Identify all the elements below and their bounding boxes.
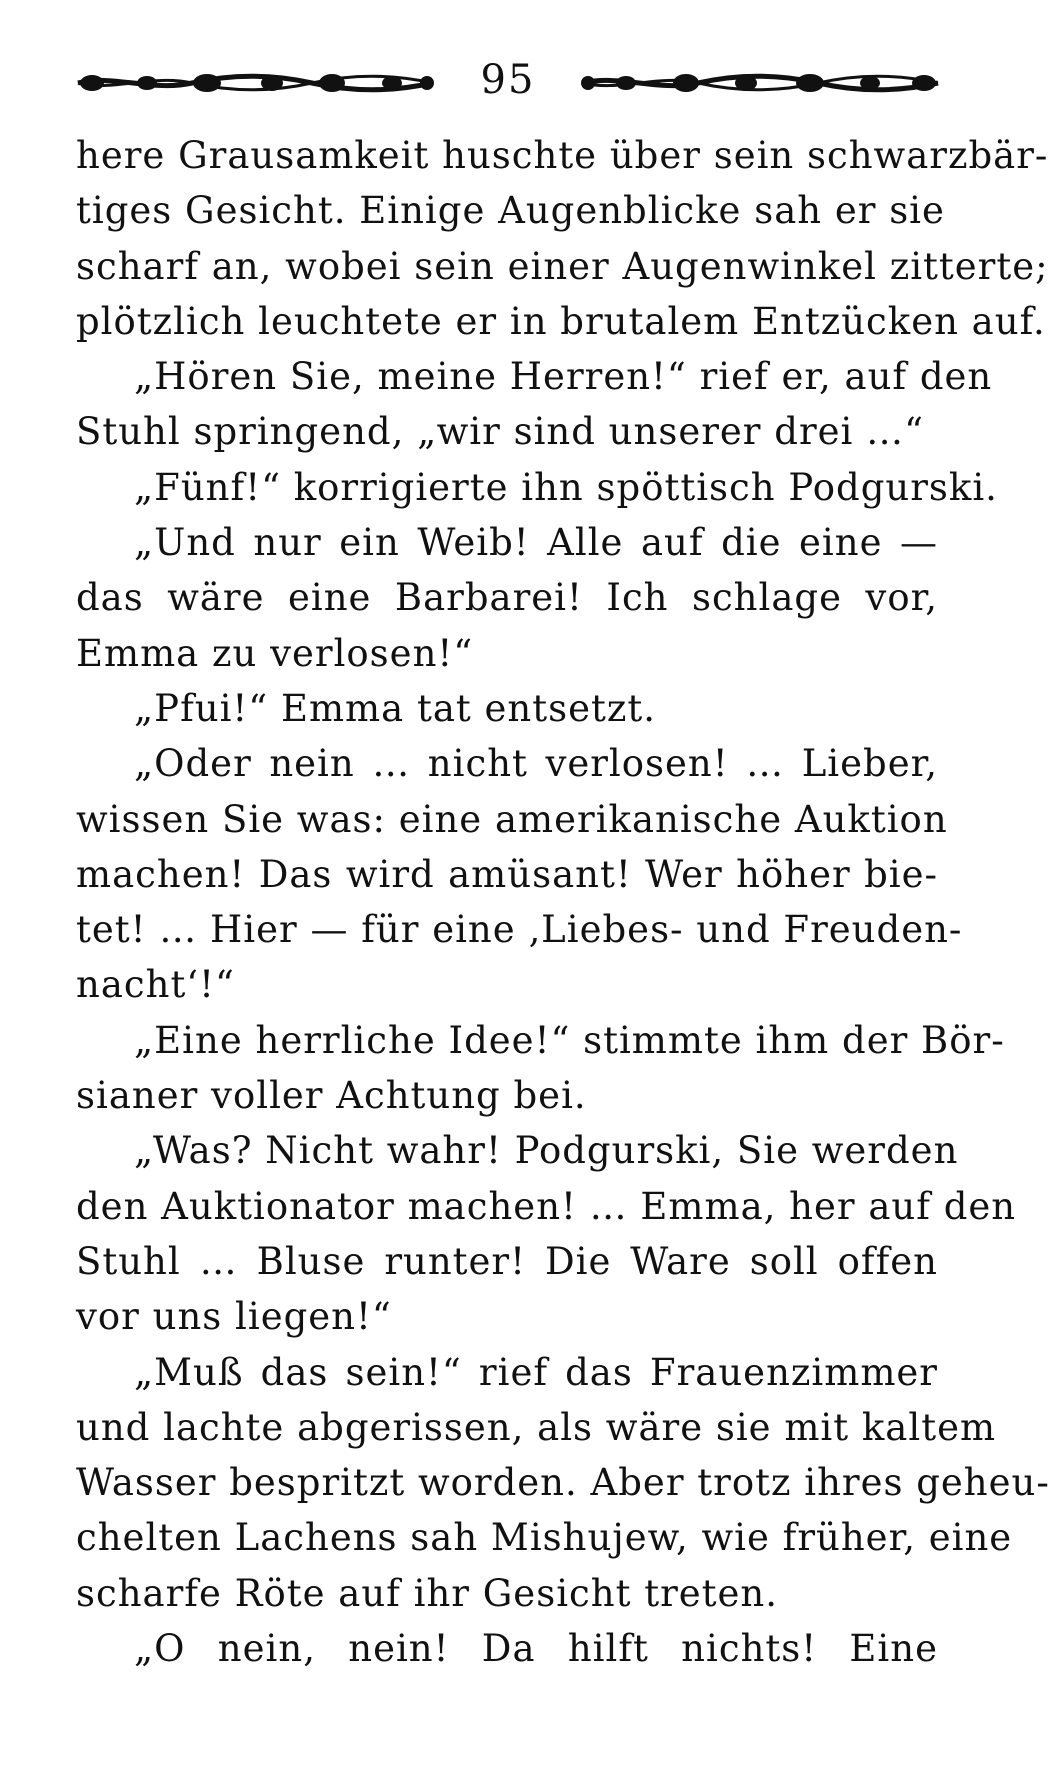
text-line: „Eine herrliche Idee!“ stimmte ihm der Bör- (134, 1018, 1005, 1062)
text-line: „Oder nein … nicht verlosen! … Lieber, (134, 742, 938, 786)
text-line: „Pfui!“ Emma tat entsetzt. (134, 686, 656, 730)
text-line: plötzlich leuchtete er in brutalem Entzücken auf. (76, 299, 1046, 343)
page-number: 95 (480, 57, 536, 103)
text-line: sianer voller Achtung bei. (76, 1074, 587, 1118)
text-line: „Was? Nicht wahr! Podgurski, Sie werden (134, 1129, 959, 1173)
text-line: den Auktionator machen! … Emma, her auf den (76, 1184, 1017, 1228)
text-line: scharfe Röte auf ihr Gesicht treten. (76, 1571, 779, 1615)
text-line: Emma zu verlosen!“ (76, 631, 474, 675)
text-line: Stuhl springend, „wir sind unserer drei …“ (76, 410, 925, 454)
text-line: scharf an, wobei sein einer Augenwinkel zitterte; (76, 244, 1049, 288)
page-header (72, 50, 944, 110)
text-line: „Fünf!“ korrigierte ihn spöttisch Podgurski. (134, 465, 998, 509)
text-line: und lachte abgerissen, als wäre sie mit kaltem (76, 1405, 997, 1449)
text-line: machen! Das wird amüsant! Wer höher bie- (76, 852, 938, 896)
text-line: das wäre eine Barbarei! Ich schlage vor, (76, 576, 938, 620)
text-line: wissen Sie was: eine amerikanische Auktion (76, 797, 948, 841)
text-line: „Und nur ein Weib! Alle auf die eine — (134, 521, 938, 565)
text-line: here Grausamkeit huschte über sein schwarzbär- (76, 134, 1049, 177)
text-line: chelten Lachens sah Mishujew, wie früher, eine (76, 1516, 1013, 1560)
text-line: Wasser bespritzt worden. Aber trotz ihres geheu- (76, 1461, 1050, 1505)
ornament-right-icon (578, 70, 944, 96)
text-line: Stuhl … Bluse runter! Die Ware soll offen (76, 1239, 938, 1283)
text-line: „Muß das sein!“ rief das Frauenzimmer (134, 1350, 938, 1394)
text-line: „O nein, nein! Da hilft nichts! Eine (134, 1627, 938, 1671)
text-line: vor uns liegen!“ (76, 1295, 392, 1339)
text-line: nacht‘!“ (76, 963, 235, 1007)
text-line: tiges Gesicht. Einige Augenblicke sah er sie (76, 189, 945, 233)
body-text (76, 128, 1050, 1676)
text-line: „Hören Sie, meine Herren!“ rief er, auf den (134, 355, 993, 399)
text-line: tet! … Hier — für eine ‚Liebes- und Freuden- (76, 908, 963, 952)
